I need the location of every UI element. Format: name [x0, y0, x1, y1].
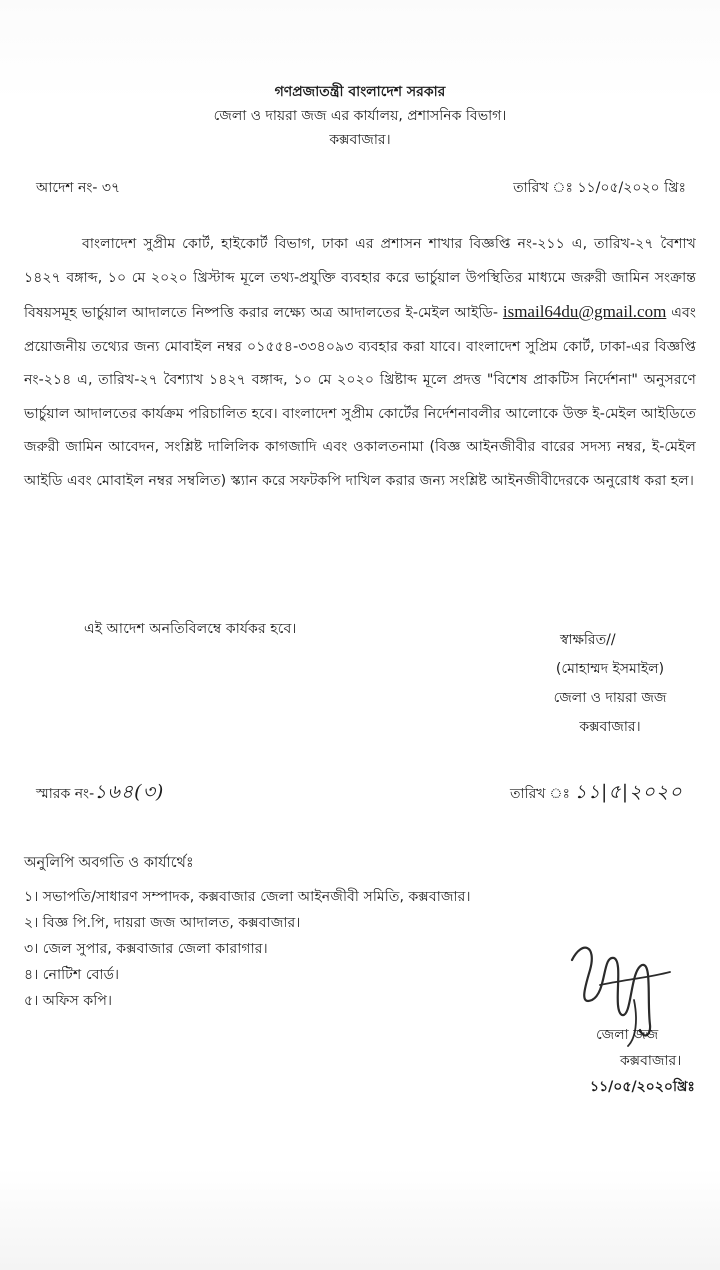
order-number: আদেশ নং- ৩৭	[36, 180, 121, 196]
list-item: ৫। অফিস কপি।	[24, 993, 113, 1009]
letterhead	[0, 80, 720, 152]
government-name: গণপ্রজাতন্ত্রী বাংলাদেশ সরকার	[274, 84, 446, 100]
office-location: কক্সবাজার।	[329, 132, 391, 148]
office-name: জেলা ও দায়রা জজ এর কার্যালয়, প্রশাসনিক বিভাগ।	[213, 108, 507, 124]
copy-heading: অনুলিপি অবগতি ও কার্যার্থেঃ	[24, 855, 194, 871]
signature-title: জেলা জজ	[596, 1027, 659, 1043]
effective-clause: এই আদেশ অনতিবিলম্বে কার্যকর হবে।	[84, 621, 297, 637]
memo-number-handwritten: ১৬৪(৩)	[94, 781, 165, 803]
memo-date	[510, 778, 683, 810]
body-part-2: এবং প্রয়োজনীয় তথ্যের জন্য মোবাইল নম্বর ০১৫৫৪-৩৩৪০৯৩ ব্যবহার করা যাবে। বাংলাদেশ সুপ্রিম কোর্ট, ঢাকা-এর বিজ্ঞপ্তি নং-২১৪ এ, তারিখ-২৭ বৈশ্যাখ ১৪২৭ বঙ্গাব্দ, ১০ মে ২০২০ খ্রিষ্টাব্দ মূলে প্রদত্ত "বিশেষ প্রাকটিস নির্দেশনা" অনুসরণে ভার্চুয়াল আদালতের কার্যক্রম পরিচালিত হবে। বাংলাদেশ সুপ্রীম কোর্টের নির্দেশনাবলীর আলোকে উক্ত ই-মেইল আইডিতে জরুরী জামিন আবেদন, সংশ্লিষ্ট দালিলিক কাগজাদি এবং ওকালতনামা (বিজ্ঞ আইনজীবীর বারের সদস্য নম্বর, ই-মেইল আইডি এবং মোবাইল নম্বর সম্বলিত) স্ক্যান করে সফটকপি দাখিল করার জন্য সংশ্লিষ্ট আইনজীবীদেরকে অনুরোধ করা হল।	[24, 305, 696, 489]
signature-place: কক্সবাজার।	[620, 1053, 682, 1069]
order-body	[24, 228, 696, 498]
list-item: ১। সভাপতি/সাধারণ সম্পাদক, কক্সবাজার জেলা আইনজীবী সমিতি, কক্সবাজার।	[24, 889, 471, 905]
list-item: ৩। জেল সুপার, কক্সবাজার জেলা কারাগার।	[24, 941, 268, 957]
signatory-block	[530, 626, 690, 742]
memo-date-handwritten: ১১|৫|২০২০	[574, 781, 683, 803]
memo-number	[36, 778, 164, 810]
signatory-place: কক্সবাজার।	[579, 719, 641, 735]
signed-label: স্বাক্ষরিত//	[560, 632, 616, 648]
copy-list	[24, 884, 471, 1014]
signatory-name: (মোহাম্মদ ইসমাইল)	[555, 661, 665, 677]
list-item: ২। বিজ্ঞ পি.পি, দায়রা জজ আদালত, কক্সবাজার।	[24, 915, 301, 931]
memo-label: স্মারক নং-	[36, 786, 95, 802]
order-date: তারিখ ঃ ১১/০৫/২০২০ খ্রিঃ	[513, 180, 686, 196]
body-part-1: বাংলাদেশ সুপ্রীম কোর্ট, হাইকোর্ট বিভাগ, ঢাকা এর প্রশাসন শাখার বিজ্ঞপ্তি নং-২১১ এ, তারিখ-২৭ বৈশাখ ১৪২৭ বঙ্গাব্দ, ১০ মে ২০২০ খ্রিস্টাব্দ মূলে তথ্য-প্রযুক্তি ব্যবহার করে ভার্চুয়াল উপস্থিতির মাধ্যমে জরুরী জামিন সংক্রান্ত বিষয়সমূহ ভার্চুয়াল আদালতে নিষ্পত্তি করার লক্ষ্যে অত্র আদালতের ই-মেইল আইডি-	[24, 236, 696, 321]
list-item: ৪। নোটিশ বোর্ড।	[24, 967, 120, 983]
memo-date-label: তারিখ ঃ	[510, 786, 570, 802]
signature-caption	[590, 1022, 720, 1100]
signatory-title: জেলা ও দায়রা জজ	[553, 690, 667, 706]
court-email: ismail64du@gmail.com	[502, 302, 667, 321]
signature-date: ১১/০৫/২০২০খ্রিঃ	[590, 1079, 695, 1095]
